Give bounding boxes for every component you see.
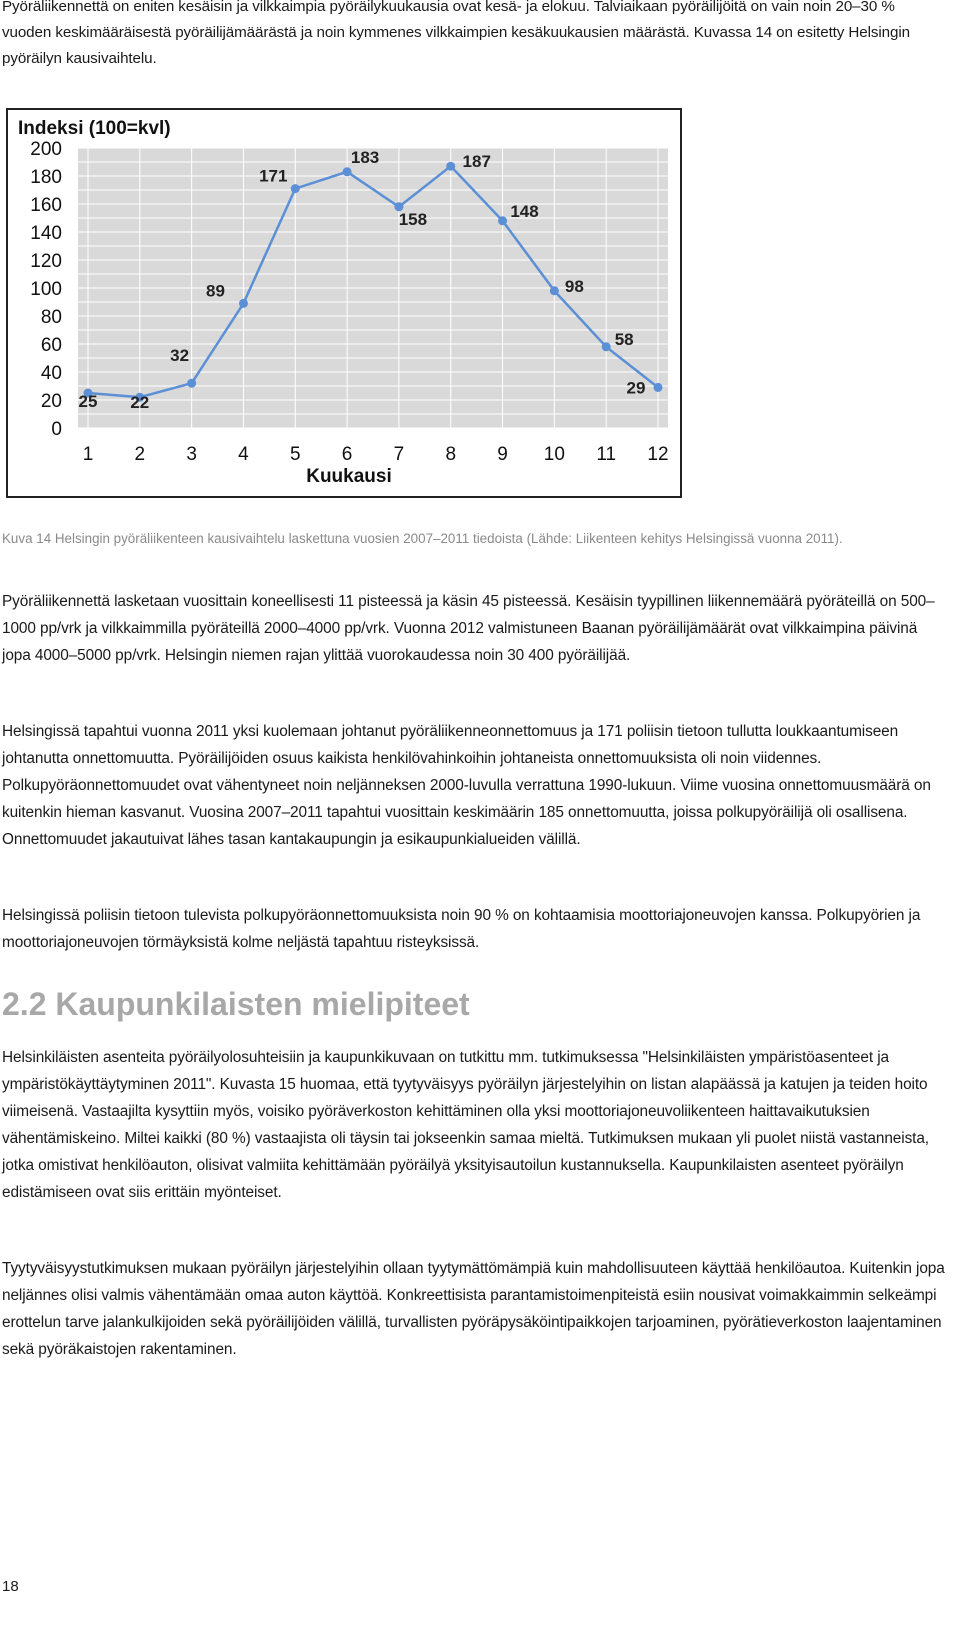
x-tick-label: 7	[393, 444, 405, 465]
y-tick-label: 80	[40, 307, 62, 328]
paragraph-accidents: Helsingissä tapahtui vuonna 2011 yksi kuolemaan johtanut pyöräliikenneonnettomuus ja 171 poliisin tietoon tullutta loukkaantumiseen johtanutta onnettomuutta. Pyöräilijöiden osuus kaikista henkilövahinkoihin johtaneista onnettomuuksista oli noin viidennes. Polkupyöräonnettomuudet ovat vähentyneet noin neljänneksen 2000-luvulla verrattuna 1990-lukuun. Viime vuosina onnettomuusmäärä on kuitenkin hieman kasvanut. Vuosina 2007–2011 tapahtui vuosittain keskimäärin 185 onnettomuutta, joissa polkupyöräilijä oli osallisena. Onnettomuudet jakautuivat lähes tasan kantakaupungin ja esikaupunkialueiden välillä.	[2, 723, 931, 848]
data-label: 32	[170, 346, 190, 366]
x-tick-label: 1	[82, 444, 94, 465]
chart-title: Indeksi (100=kvl)	[18, 118, 171, 139]
intro-paragraph: Pyöräliikennettä on eniten kesäisin ja vilkkaimpia pyöräilykuukausia ovat kesä- ja elokuu. Talviaikaan pyöräilijöitä on vain noin 20–30 % vuoden keskimääräisestä pyöräilijämäärästä ja noin kymmenes vilkkaimpien kesäkuukausien määrästä. Kuvassa 14 on esitetty Helsingin pyöräilyn kausivaihtelu.	[2, 0, 910, 67]
x-tick-label: 4	[238, 444, 249, 465]
paragraph-satisfaction: Tyytyväisyystutkimuksen mukaan pyöräilyn järjestelyihin ollaan tyytymättömämpiä kuin mahdollisuuteen käyttää henkilöautoa. Kuitenkin jopa neljännes olisi valmis vähentämään omaa auton käyttöä. Konkreettisista parantamistoimenpiteistä esiin nousivat voimakkaimmin selkeämpi erottelun tarve jalankulkijoiden sekä pyöräilijöiden välillä, turvallisten pyöräpysäköintipaikkojen tarjoaminen, pyörätieverkoston laajentaminen sekä pyöräkaistojen rakentaminen.	[2, 1260, 945, 1358]
data-point	[550, 286, 559, 295]
y-tick-label: 0	[51, 419, 62, 440]
seasonal-variation-chart	[6, 108, 682, 498]
y-tick-label: 160	[30, 195, 62, 216]
data-label: 22	[130, 393, 150, 413]
figure-caption: Kuva 14 Helsingin pyöräliikenteen kausivaihtelu laskettuna vuosien 2007–2011 tiedoista (Lähde: Liikenteen kehitys Helsingissä vuonna 2011).	[2, 531, 843, 546]
x-tick-label: 9	[497, 444, 508, 465]
section-heading: 2.2 Kaupunkilaisten mielipiteet	[2, 986, 470, 1022]
x-tick-label: 5	[289, 444, 301, 465]
x-tick-label: 11	[596, 444, 617, 465]
x-tick-label: 6	[341, 444, 353, 465]
x-axis-label: Kuukausi	[306, 466, 392, 487]
x-tick-label: 10	[543, 444, 565, 465]
data-label: 171	[259, 166, 288, 186]
data-point	[239, 299, 248, 308]
y-tick-label: 140	[30, 223, 62, 244]
page-number: 18	[2, 1578, 19, 1595]
data-label: 148	[510, 201, 539, 221]
y-tick-label: 20	[40, 391, 62, 412]
x-tick-label: 12	[647, 444, 669, 465]
chart-svg	[6, 108, 682, 498]
data-point	[187, 379, 196, 388]
data-label: 183	[350, 147, 380, 167]
paragraph-motor-collisions: Helsingissä poliisin tietoon tulevista polkupyöräonnettomuuksista noin 90 % on kohtaamisia moottoriajoneuvojen kanssa. Polkupyörien ja moottoriajoneuvojen törmäyksistä kolme neljästä tapahtuu risteyksissä.	[2, 907, 921, 951]
data-label: 25	[78, 392, 98, 411]
y-tick-label: 200	[30, 139, 62, 160]
data-label: 58	[614, 329, 634, 349]
data-label: 29	[626, 378, 646, 398]
data-point	[291, 184, 300, 193]
y-tick-label: 100	[30, 279, 62, 300]
x-tick-label: 3	[186, 444, 197, 465]
data-point	[602, 342, 611, 351]
y-tick-label: 60	[40, 335, 62, 356]
data-label: 158	[398, 209, 428, 229]
y-tick-label: 120	[30, 251, 62, 272]
x-tick-label: 8	[445, 444, 457, 465]
data-point	[654, 383, 663, 392]
x-tick-label: 2	[134, 444, 146, 465]
data-point	[498, 216, 507, 225]
data-label: 98	[564, 276, 584, 296]
data-label: 89	[205, 281, 225, 301]
data-point	[343, 167, 352, 176]
paragraph-traffic-counts: Pyöräliikennettä lasketaan vuosittain koneellisesti 11 pisteessä ja käsin 45 pisteessä. Kesäisin tyypillinen liikennemäärä pyöräteillä on 500–1000 pp/vrk ja vilkkaimmilla pyöräteillä 2000–4000 pp/vrk. Vuonna 2012 valmistuneen Baanan pyöräilijämäärät ovat vilkkaimpina päivinä jopa 4000–5000 pp/vrk. Helsingin niemen rajan ylittää vuorokaudessa noin 30 400 pyöräilijää.	[2, 593, 935, 664]
y-tick-label: 180	[30, 167, 62, 188]
data-point	[446, 162, 455, 171]
paragraph-attitudes: Helsinkiläisten asenteita pyöräilyolosuhteisiin ja kaupunkikuvaan on tutkittu mm. tutkimuksessa "Helsinkiläisten ympäristöasenteet ja ympäristökäyttäytyminen 2011". Kuvasta 15 huomaa, että tyytyväisyys pyöräilyn järjestelyihin on listan alapäässä ja katujen ja teiden hoito viimeisenä. Vastaajilta kysyttiin myös, voisiko pyöräverkoston kehittäminen olla yksi moottoriajoneuvoliikenteen haittavaikutuksien vähentämiskeino. Miltei kaikki (80 %) vastaajista oli täysin tai jokseenkin samaa mieltä. Tutkimuksen mukaan yli puolet niistä vastanneista, jotka omistivat henkilöauton, olisivat valmiita kehittämään pyöräilyä yksityisautoilun kustannuksella. Kaupunkilaisten asenteet pyöräilyn edistämiseen ovat siis erittäin myönteiset.	[2, 1049, 929, 1201]
y-tick-label: 40	[40, 363, 62, 384]
data-label: 187	[462, 152, 491, 172]
